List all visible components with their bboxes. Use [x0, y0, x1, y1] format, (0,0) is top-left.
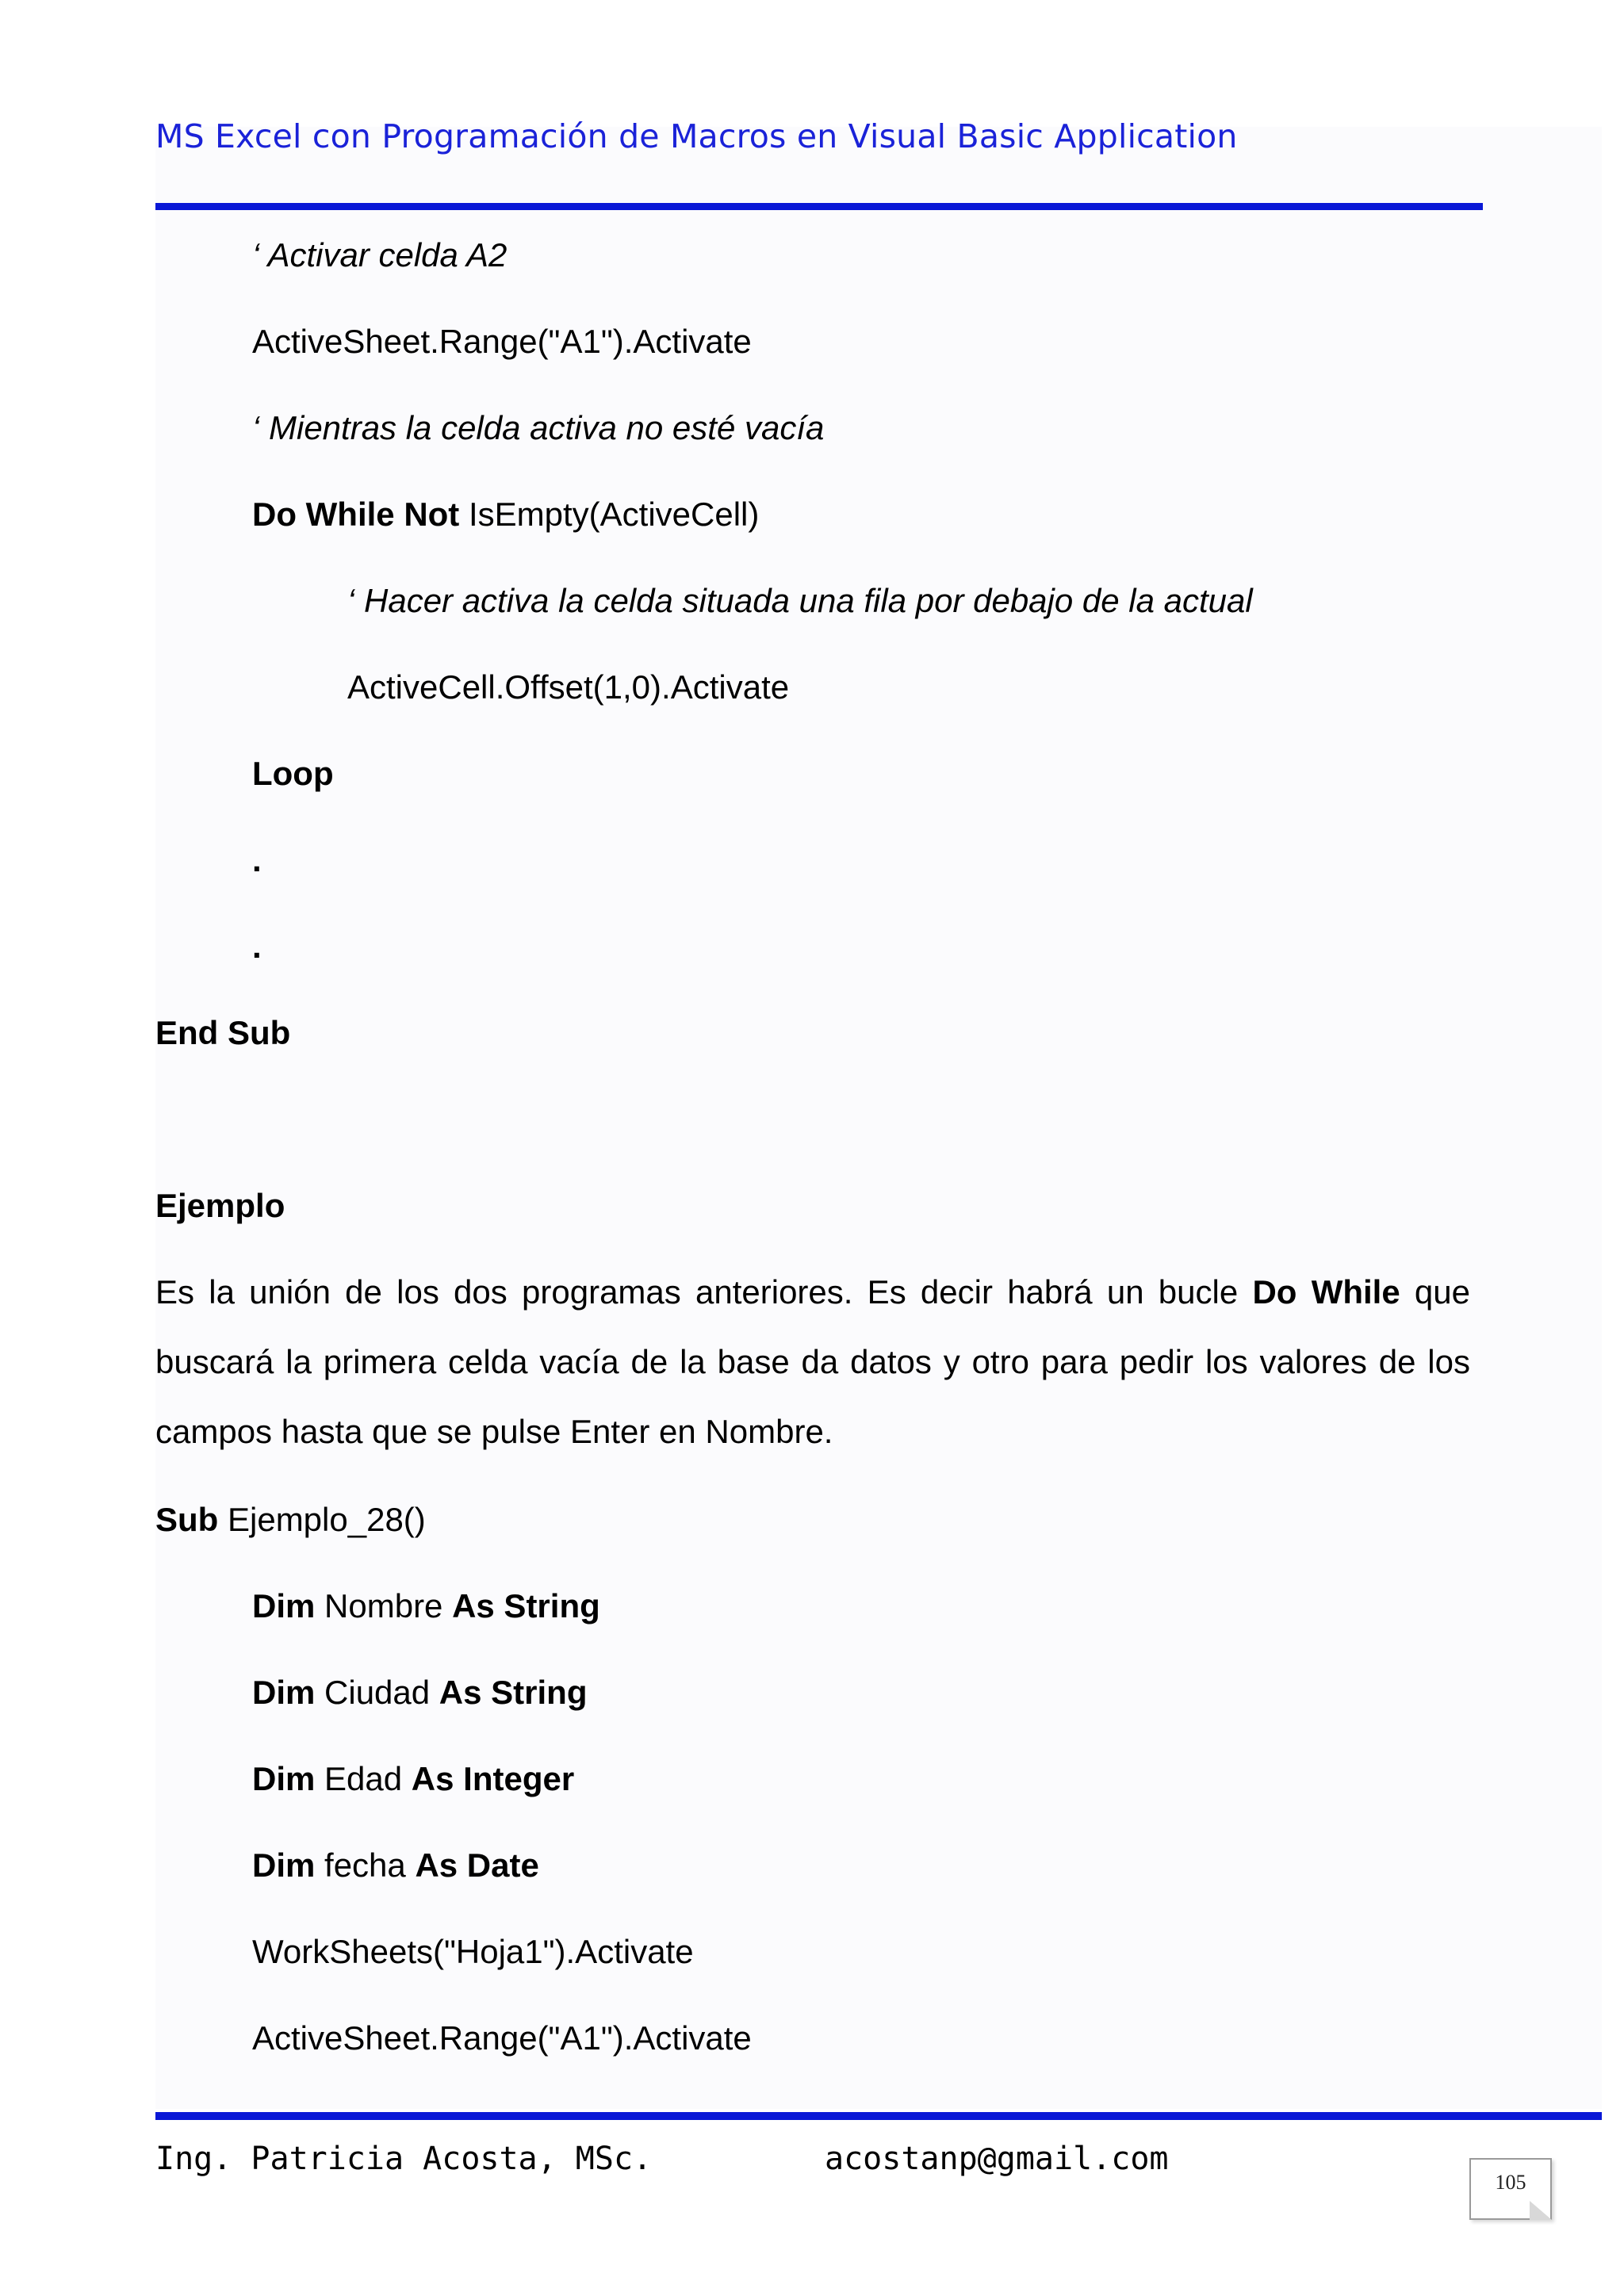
code-range-activate-2: ActiveSheet.Range("A1").Activate — [252, 2019, 752, 2057]
code-worksheets-activate: WorkSheets("Hoja1").Activate — [252, 1933, 694, 1970]
code-offset-activate: ActiveCell.Offset(1,0).Activate — [347, 668, 790, 706]
code-comment-activate: ‘ Activar celda A2 — [252, 236, 508, 274]
footer-author: Ing. Patricia Acosta, MSc. — [155, 2141, 653, 2177]
page-fold-icon — [1530, 2201, 1552, 2220]
code-variable: fecha — [315, 1846, 416, 1884]
code-keyword: Do While Not — [252, 496, 460, 533]
section-heading-ejemplo: Ejemplo — [155, 1187, 285, 1224]
code-type: As String — [452, 1587, 600, 1624]
document-header-title: MS Excel con Programación de Macros en Visual Basic Application — [155, 117, 1238, 155]
code-type: As String — [439, 1674, 588, 1711]
header-rule — [155, 203, 1483, 210]
paragraph-keyword: Do While — [1252, 1273, 1400, 1311]
code-comment-while: ‘ Mientras la celda activa no esté vacía — [252, 409, 825, 446]
code-loop: Loop — [252, 755, 334, 792]
code-dim-line — [252, 1759, 574, 1799]
code-keyword: Dim — [252, 1760, 316, 1797]
code-ellipsis-dot: . — [252, 928, 262, 965]
code-variable: Nombre — [315, 1587, 453, 1624]
code-ellipsis-dot: . — [252, 841, 262, 878]
paragraph-text: que buscará la primera celda vacía de la base da datos y otro para pedir los valores de los campos hasta que se pulse Enter en Nombre. — [155, 1273, 1471, 1450]
code-do-while-line — [252, 495, 759, 534]
code-end-sub: End Sub — [155, 1014, 291, 1051]
code-sub-name: Ejemplo_28() — [218, 1501, 426, 1538]
code-comment-offset: ‘ Hacer activa la celda situada una fila por debajo de la actual — [347, 582, 1253, 619]
code-type: As Integer — [411, 1760, 575, 1797]
code-dim-line — [252, 1846, 539, 1885]
code-keyword: Sub — [155, 1501, 219, 1538]
example-paragraph — [155, 1257, 1470, 1467]
code-keyword: Dim — [252, 1846, 316, 1884]
code-variable: Ciudad — [315, 1674, 439, 1711]
page-number-box — [1469, 2158, 1552, 2220]
code-range-activate: ActiveSheet.Range("A1").Activate — [252, 323, 752, 360]
footer-email: acostanp@gmail.com — [825, 2141, 1169, 2177]
code-sub-declaration — [155, 1500, 426, 1540]
footer-rule — [155, 2112, 1602, 2120]
code-variable: Edad — [315, 1760, 412, 1797]
code-dim-line — [252, 1673, 587, 1712]
code-type: As Date — [415, 1846, 539, 1884]
code-dim-line — [252, 1586, 600, 1626]
code-keyword: Dim — [252, 1674, 316, 1711]
code-keyword: Dim — [252, 1587, 316, 1624]
paragraph-text: Es la unión de los dos programas anteriores. Es decir habrá un bucle — [155, 1273, 1253, 1311]
page-number: 105 — [1495, 2171, 1526, 2194]
code-expression: IsEmpty(ActiveCell) — [459, 496, 760, 533]
